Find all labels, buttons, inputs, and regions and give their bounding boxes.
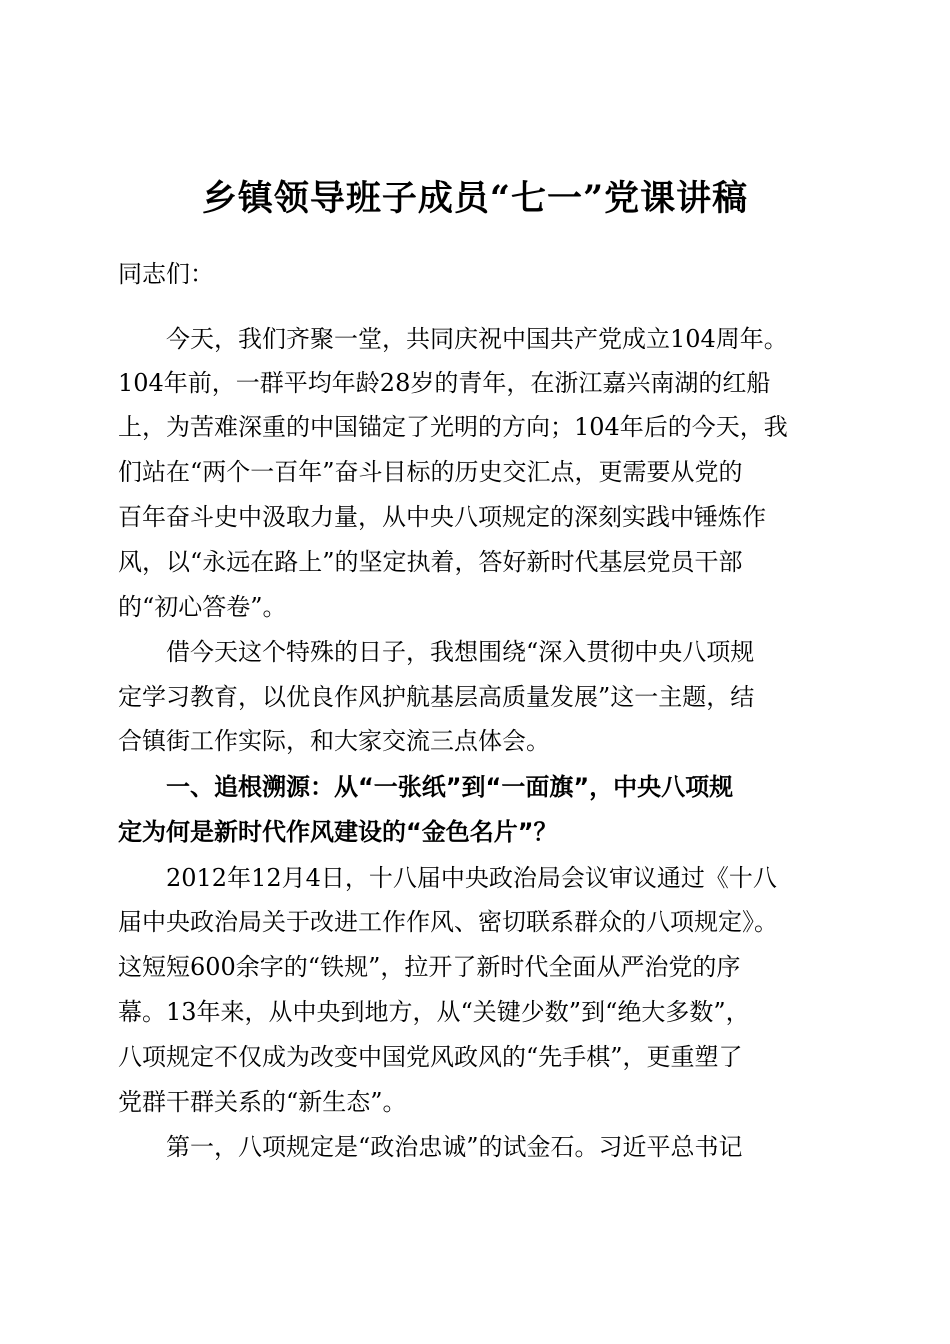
paragraph-1-line: 风，以“永远在路上”的坚定执着，答好新时代基层党员干部: [118, 548, 743, 576]
document-title: 乡镇领导班子成员“七一”党课讲稿: [201, 178, 749, 219]
section-heading-line: 一、追根溯源：从“一张纸”到“一面旗”，中央八项规: [118, 773, 734, 801]
paragraph-3-line: 幕。13年来，从中央到地方，从“关键少数”到“绝大多数”，: [118, 998, 750, 1026]
paragraph-1-line: 104年前，一群平均年龄28岁的青年，在浙江嘉兴南湖的红船: [118, 369, 771, 397]
paragraph-2-line: 定学习教育，以优良作风护航基层高质量发展”这一主题，结: [118, 683, 755, 711]
paragraph-1-line: 们站在“两个一百年”奋斗目标的历史交汇点，更需要从党的: [118, 458, 743, 486]
section-heading-line: 定为何是新时代作风建设的“金色名片”？: [118, 818, 558, 846]
paragraph-3-line: 届中央政治局关于改进工作作风、密切联系群众的八项规定》。: [118, 908, 778, 936]
paragraph-1-line: 上，为苦难深重的中国锚定了光明的方向；104年后的今天，我: [118, 413, 788, 441]
paragraph-3-line: 2012年12月4日，十八届中央政治局会议审议通过《十八: [118, 864, 777, 892]
paragraph-1-line: 的“初心答卷”。: [118, 593, 287, 621]
paragraph-4-line: 第一，八项规定是“政治忠诚”的试金石。习近平总书记: [118, 1133, 743, 1161]
salutation: 同志们：: [118, 260, 214, 288]
paragraph-1-line: 百年奋斗史中汲取力量，从中央八项规定的深刻实践中锤炼作: [118, 503, 766, 531]
paragraph-3-line: 党群干群关系的“新生态”。: [118, 1088, 407, 1116]
paragraph-1-line: 今天，我们齐聚一堂，共同庆祝中国共产党成立104周年。: [118, 325, 788, 353]
paragraph-3-line: 八项规定不仅成为改变中国党风政风的“先手棋”，更重塑了: [118, 1043, 743, 1071]
paragraph-2-line: 借今天这个特殊的日子，我想围绕“深入贯彻中央八项规: [118, 638, 755, 666]
paragraph-3-line: 这短短600余字的“铁规”，拉开了新时代全面从严治党的序: [118, 953, 741, 981]
paragraph-2-line: 合镇街工作实际，和大家交流三点体会。: [118, 727, 550, 755]
